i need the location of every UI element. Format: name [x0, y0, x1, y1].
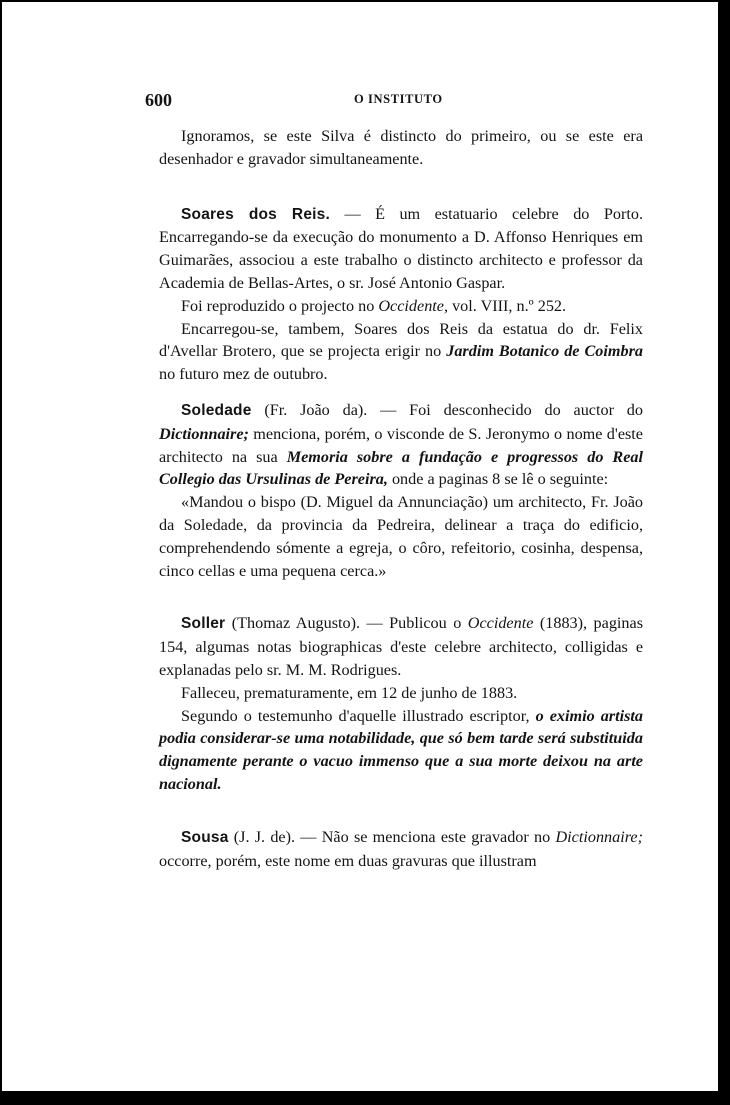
paragraph-silva: Ignoramos, se este Silva é distincto do primeiro, ou se este era desenhador e gravador simultaneamente. [159, 127, 643, 168]
entry-soledade: Soledade (Fr. João da). — Foi desconhecido do auctor do Dictionnaire; menciona, porém, o visconde de S. Jeronymo o nome d'este architecto na sua Memoria sobre a fundação e progressos do Real Collegio das Ursulinas de Pereira, onde a paginas 8 se lê o seguinte: [159, 400, 643, 489]
page-number: 600 [145, 90, 172, 110]
entry-soller: Soller (Thomaz Augusto). — Publicou o Occidente (1883), paginas 154, algumas notas biographicas d'este celebre architecto, colligidas e explanadas pelo sr. M. M. Rodrigues. [159, 614, 643, 679]
entry-sousa: Sousa (J. J. de). — Não se menciona este gravador no Dictionnaire; occorre, porém, este nome em duas gravuras que illustram [159, 827, 643, 870]
paragraph-soares-2: Foi reproduzido o projecto no Occidente, vol. VIII, n.º 252. [181, 296, 567, 315]
entry-heading: Soledade [181, 401, 252, 419]
entry-heading: Soares dos Reis. [181, 205, 330, 223]
paragraph-soledade-quote: «Mandou o bispo (D. Miguel da Annunciação) um architecto, Fr. João da Soledade, da provincia da Pedreira, delinear a traça do edificio, comprehendendo sómente a egreja, o côro, refeitorio, cosinha, despensa, cinco cellas e uma pequena cerca.» [159, 493, 643, 580]
page-body [159, 125, 643, 872]
running-head: O INSTITUTO [354, 92, 443, 106]
entry-heading: Sousa [181, 828, 229, 846]
paragraph-soller-2: Falleceu, prematuramente, em 12 de junho de 1883. [181, 683, 518, 702]
paragraph-soller-3: Segundo o testemunho d'aquelle illustrado escriptor, o eximio artista podia considerar-se uma notabilidade, que só bem tarde será substituida dignamente perante o vacuo immenso que a sua morte deixou na arte nacional. [159, 706, 643, 793]
paragraph-soares-3: Encarregou-se, tambem, Soares dos Reis da estatua do dr. Felix d'Avellar Brotero, que se projecta erigir no Jardim Botanico de Coimbra no futuro mez de outubro. [159, 319, 643, 384]
running-header [145, 90, 645, 112]
entry-heading: Soller [181, 615, 226, 633]
entry-soares: Soares dos Reis. — É um estatuario celebre do Porto. Encarregando-se da execução do monumento a D. Affonso Henriques em Guimarães, associou a este trabalho o distincto architecto e professor da Academia de Bellas-Artes, o sr. José Antonio Gaspar. [159, 204, 643, 292]
